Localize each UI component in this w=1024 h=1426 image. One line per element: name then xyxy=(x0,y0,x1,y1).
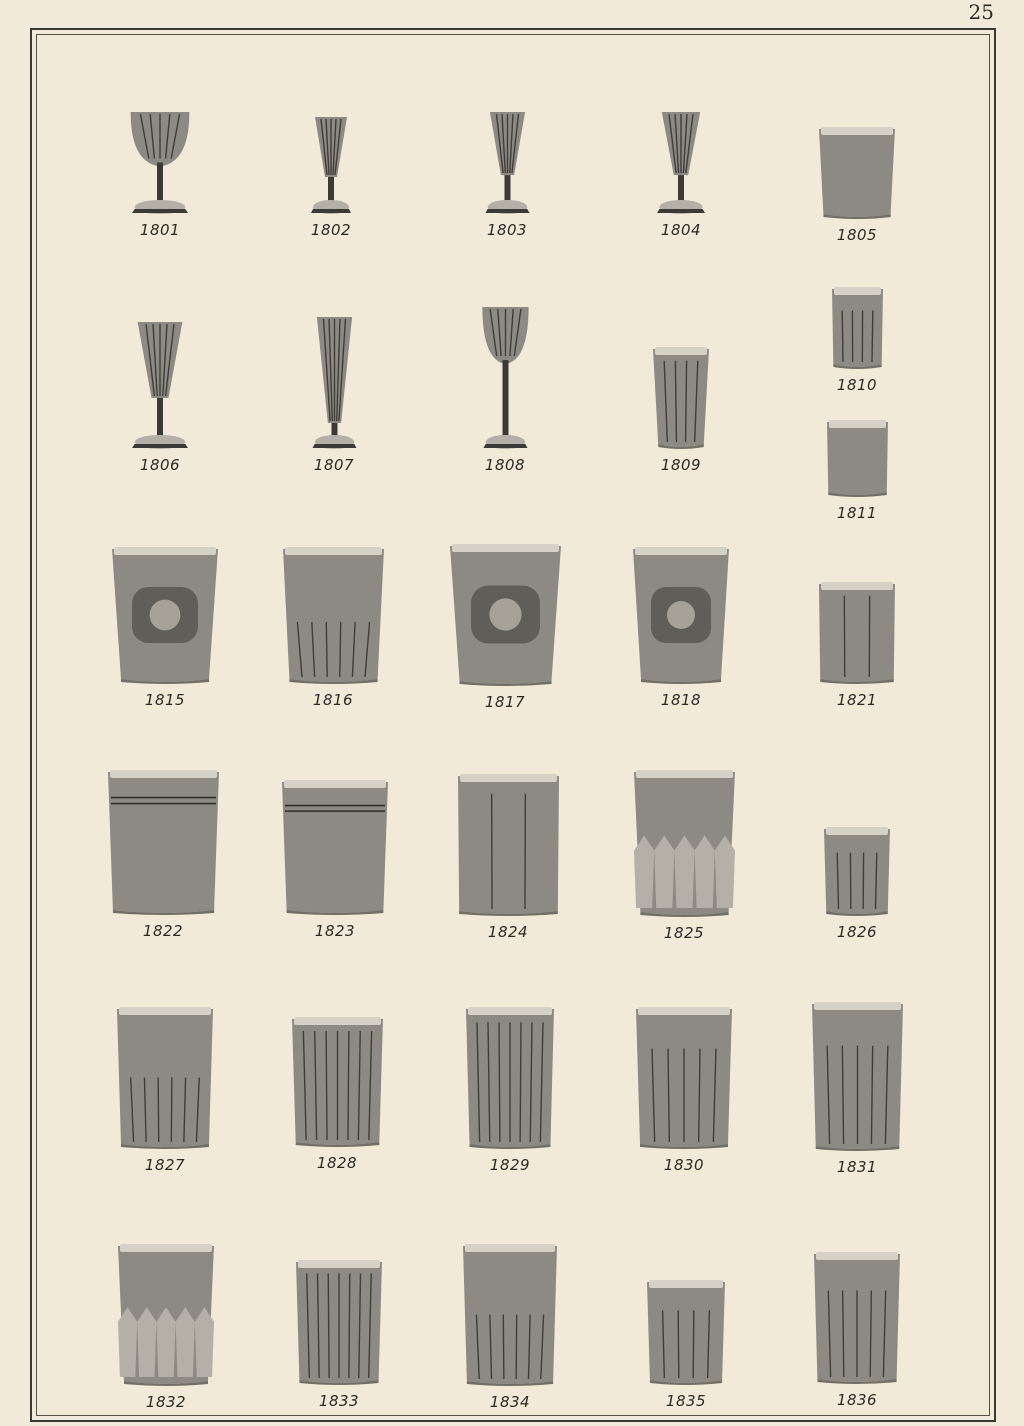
glass-illustration-1831 xyxy=(810,1000,905,1152)
catalog-item-1831 xyxy=(797,1000,917,1176)
catalog-item-1835 xyxy=(626,1278,746,1410)
page-number: 25 xyxy=(968,0,994,24)
item-number-label: 1832 xyxy=(145,1393,187,1411)
glass-illustration-1823 xyxy=(280,778,390,916)
catalog-item-1809 xyxy=(621,345,741,474)
catalog-item-1817 xyxy=(445,542,565,711)
item-number-label: 1824 xyxy=(487,923,529,941)
glass-illustration-1830 xyxy=(634,1005,734,1150)
catalog-item-1801 xyxy=(100,110,220,239)
glass-illustration-1806 xyxy=(125,320,195,450)
item-number-label: 1803 xyxy=(486,221,528,239)
catalog-item-1832 xyxy=(106,1242,226,1411)
catalog-item-1802 xyxy=(271,115,391,239)
item-number-label: 1809 xyxy=(660,456,702,474)
catalog-item-1808 xyxy=(445,305,565,474)
item-number-label: 1826 xyxy=(836,923,878,941)
glass-illustration-1808 xyxy=(478,305,533,450)
glass-illustration-1826 xyxy=(822,825,892,917)
glass-illustration-1803 xyxy=(480,110,535,215)
item-number-label: 1810 xyxy=(836,376,878,394)
catalog-item-1823 xyxy=(275,778,395,940)
catalog-item-1833 xyxy=(279,1258,399,1410)
glass-illustration-1810 xyxy=(830,285,885,370)
item-number-label: 1804 xyxy=(660,221,702,239)
catalog-item-1810 xyxy=(797,285,917,394)
catalog-item-1822 xyxy=(103,768,223,940)
item-number-label: 1818 xyxy=(660,691,702,709)
catalog-item-1836 xyxy=(797,1250,917,1409)
item-number-label: 1806 xyxy=(139,456,181,474)
item-number-label: 1836 xyxy=(836,1391,878,1409)
item-number-label: 1827 xyxy=(144,1156,186,1174)
glass-illustration-1802 xyxy=(306,115,356,215)
catalog-item-1829 xyxy=(450,1005,570,1174)
glass-illustration-1829 xyxy=(464,1005,556,1150)
glass-illustration-1828 xyxy=(290,1015,385,1148)
glass-illustration-1804 xyxy=(651,110,711,215)
glass-illustration-1801 xyxy=(125,110,195,215)
item-number-label: 1831 xyxy=(836,1158,878,1176)
item-number-label: 1834 xyxy=(489,1393,531,1411)
item-number-label: 1825 xyxy=(663,924,705,942)
catalog-item-1821 xyxy=(797,580,917,709)
glass-illustration-1822 xyxy=(106,768,221,916)
catalog-item-1827 xyxy=(105,1005,225,1174)
item-number-label: 1822 xyxy=(142,922,184,940)
catalog-item-1815 xyxy=(105,545,225,709)
glass-illustration-1825 xyxy=(632,768,737,918)
catalog-item-1834 xyxy=(450,1242,570,1411)
item-number-label: 1833 xyxy=(318,1392,360,1410)
glass-illustration-1809 xyxy=(651,345,711,450)
item-number-label: 1801 xyxy=(139,221,181,239)
glass-illustration-1815 xyxy=(110,545,220,685)
item-number-label: 1807 xyxy=(313,456,355,474)
item-number-label: 1835 xyxy=(665,1392,707,1410)
item-number-label: 1817 xyxy=(484,693,526,711)
item-number-label: 1821 xyxy=(836,691,878,709)
glass-illustration-1827 xyxy=(115,1005,215,1150)
catalog-item-1824 xyxy=(448,772,568,941)
glass-illustration-1816 xyxy=(281,545,386,685)
item-number-label: 1829 xyxy=(489,1156,531,1174)
catalog-item-1825 xyxy=(624,768,744,942)
catalog-item-1830 xyxy=(624,1005,744,1174)
catalog-item-1805 xyxy=(797,125,917,244)
catalog-item-1816 xyxy=(273,545,393,709)
glass-illustration-1821 xyxy=(817,580,897,685)
catalog-item-1818 xyxy=(621,545,741,709)
item-number-label: 1811 xyxy=(836,504,878,522)
catalog-item-1811 xyxy=(797,418,917,522)
glass-illustration-1836 xyxy=(812,1250,902,1385)
item-number-label: 1805 xyxy=(836,226,878,244)
item-number-label: 1823 xyxy=(314,922,356,940)
glass-illustration-1818 xyxy=(631,545,731,685)
glass-illustration-1807 xyxy=(307,315,362,450)
catalog-item-1828 xyxy=(277,1015,397,1172)
glass-illustration-1817 xyxy=(448,542,563,687)
item-number-label: 1808 xyxy=(484,456,526,474)
item-number-label: 1802 xyxy=(310,221,352,239)
glass-illustration-1833 xyxy=(294,1258,384,1386)
catalog-item-1803 xyxy=(447,110,567,239)
catalog-item-1826 xyxy=(797,825,917,941)
glass-illustration-1805 xyxy=(817,125,897,220)
glass-illustration-1824 xyxy=(456,772,561,917)
item-number-label: 1816 xyxy=(312,691,354,709)
glass-illustration-1834 xyxy=(461,1242,559,1387)
catalog-item-1804 xyxy=(621,110,741,239)
item-number-label: 1830 xyxy=(663,1156,705,1174)
item-number-label: 1815 xyxy=(144,691,186,709)
catalog-item-1807 xyxy=(274,315,394,474)
glass-illustration-1832 xyxy=(116,1242,216,1387)
item-number-label: 1828 xyxy=(316,1154,358,1172)
glass-illustration-1811 xyxy=(825,418,890,498)
catalog-item-1806 xyxy=(100,320,220,474)
glass-illustration-1835 xyxy=(645,1278,727,1386)
